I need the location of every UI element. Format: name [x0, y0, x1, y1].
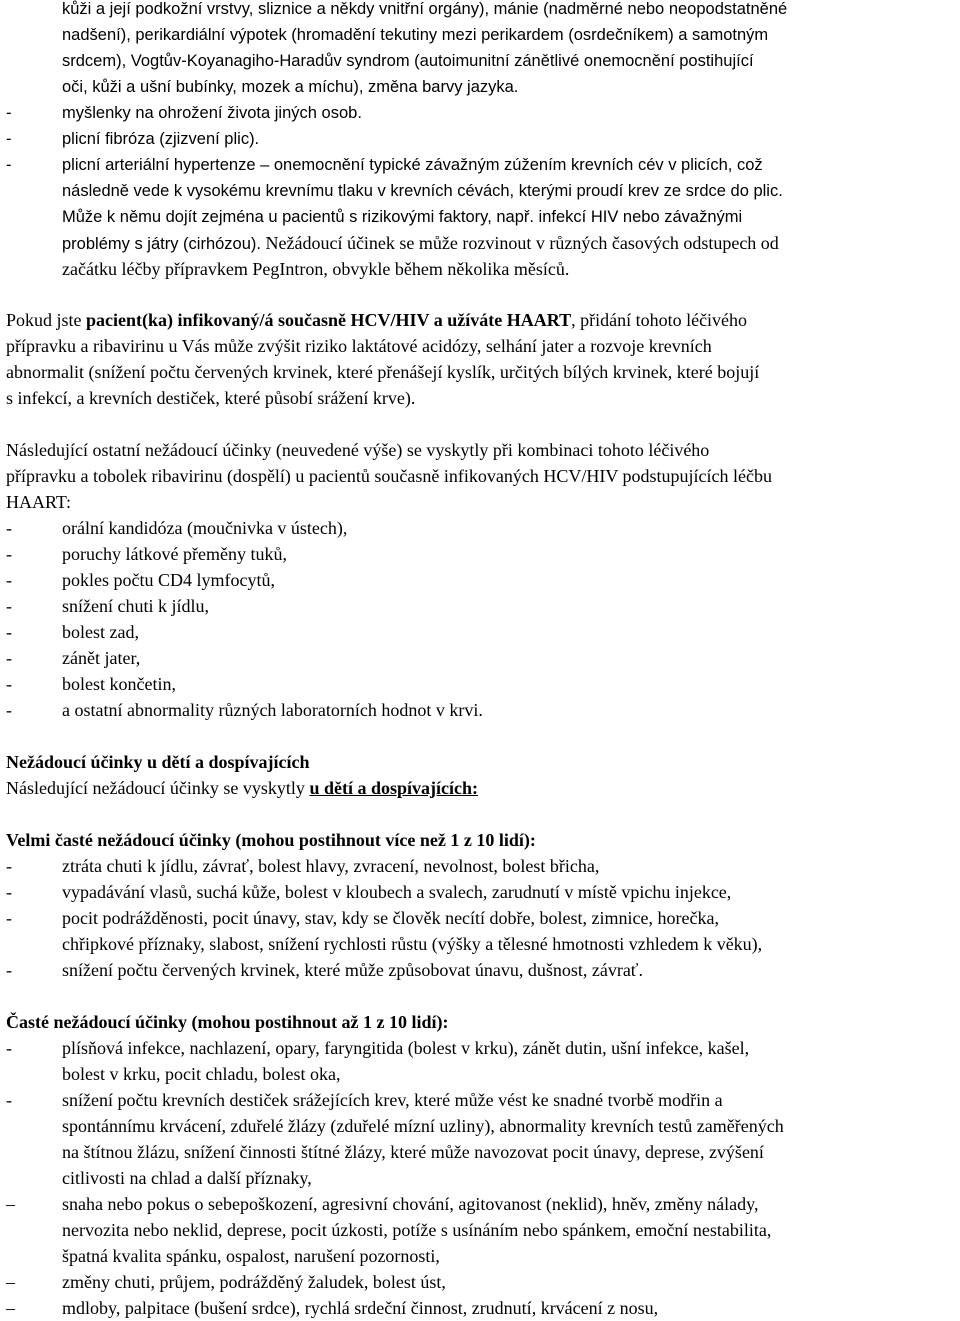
- paragraph-line: Následující ostatní nežádoucí účinky (neuvedené výše) se vyskytly při kombinaci tohoto léčivého: [6, 440, 710, 460]
- text-line: oči, kůži a ušní bubínky, mozek a míchu), změna barvy jazyka.: [62, 78, 519, 96]
- list-dash: -: [6, 648, 12, 668]
- list-dash: -: [6, 544, 12, 564]
- list-dash: -: [6, 960, 12, 980]
- list-dash: -: [6, 1090, 12, 1110]
- list-item-cont: chřipkové příznaky, slabost, snížení rychlosti růstu (výšky a tělesné hmotnosti vzhledem k věku),: [62, 934, 763, 954]
- section-heading: Velmi časté nežádoucí účinky (mohou postihnout více než 1 z 10 lidí):: [6, 830, 536, 850]
- list-item: zánět jater,: [62, 648, 141, 668]
- list-item-cont: špatná kvalita spánku, ospalost, narušení pozornosti,: [62, 1246, 440, 1266]
- list-dash: –: [6, 1298, 15, 1318]
- list-item: pocit podrážděnosti, pocit únavy, stav, kdy se člověk necítí dobře, bolest, zimnice, horečka,: [62, 908, 719, 928]
- list-item: snížení počtu červených krvinek, které může způsobovat únavu, dušnost, závrať.: [62, 960, 644, 980]
- list-dash: -: [6, 882, 12, 902]
- list-dash: -: [6, 908, 12, 928]
- text-line: srdcem), Vogtův-Koyanagiho-Haradův syndrom (autoimunitní zánětlivé onemocnění postihující: [62, 52, 754, 70]
- list-item: bolest končetin,: [62, 674, 176, 694]
- list-dash: -: [6, 130, 12, 148]
- list-item: plicní fibróza (zjizvení plic).: [62, 130, 260, 148]
- list-item: plísňová infekce, nachlazení, opary, faryngitida (bolest v krku), zánět dutin, ušní infekce, kašel,: [62, 1038, 750, 1058]
- list-item: ztráta chuti k jídlu, závrať, bolest hlavy, zvracení, nevolnost, bolest břicha,: [62, 856, 600, 876]
- paragraph-line: Následující nežádoucí účinky se vyskytly u dětí a dospívajících:: [6, 778, 478, 798]
- list-dash: –: [6, 1194, 15, 1214]
- list-item: snížení chuti k jídlu,: [62, 596, 209, 616]
- list-item: a ostatní abnormality různých laboratorních hodnot v krvi.: [62, 700, 483, 720]
- paragraph-line: Pokud jste pacient(ka) infikovaný/á současně HCV/HIV a užíváte HAART, přidání tohoto léčivého: [6, 310, 748, 330]
- paragraph-line: s infekcí, a krevních destiček, které působí srážení krve).: [6, 388, 416, 408]
- list-item-cont: Může k němu dojít zejména u pacientů s rizikovými faktory, např. infekcí HIV nebo závažnými: [62, 208, 743, 226]
- paragraph-line: HAART:: [6, 492, 72, 512]
- list-item: bolest zad,: [62, 622, 139, 642]
- list-item: změny chuti, průjem, podrážděný žaludek, bolest úst,: [62, 1272, 446, 1292]
- list-item-cont: nervozita nebo neklid, deprese, pocit úzkosti, potíže s usínáním nebo spánkem, emoční nestabilita,: [62, 1220, 772, 1240]
- list-dash: –: [6, 1272, 15, 1292]
- list-item-cont: na štítnou žlázu, snížení činnosti štítné žlázy, které může navozovat pocit únavy, deprese, zvýšení: [62, 1142, 764, 1162]
- section-heading: Nežádoucí účinky u dětí a dospívajících: [6, 752, 310, 772]
- list-item-cont: bolest v krku, pocit chladu, bolest oka,: [62, 1064, 341, 1084]
- section-heading: Časté nežádoucí účinky (mohou postihnout až 1 z 10 lidí):: [6, 1012, 449, 1032]
- text-line: kůži a její podkožní vrstvy, sliznice a někdy vnitřní orgány), mánie (nadměrné nebo neopodstatněné: [62, 0, 788, 18]
- list-item: myšlenky na ohrožení života jiných osob.: [62, 104, 362, 122]
- list-dash: -: [6, 1038, 12, 1058]
- list-item: mdloby, palpitace (bušení srdce), rychlá srdeční činnost, zrudnutí, krvácení z nosu,: [62, 1298, 659, 1318]
- list-item: orální kandidóza (moučnivka v ústech),: [62, 518, 348, 538]
- list-dash: -: [6, 856, 12, 876]
- list-item-cont: spontánnímu krvácení, zduřelé žlázy (zduřelé mízní uzliny), abnormality krevních testů zaměřených: [62, 1116, 784, 1136]
- list-item-cont: problémy s játry (cirhózou). Nežádoucí účinek se může rozvinout v různých časových odstupech od: [62, 233, 779, 253]
- list-dash: -: [6, 700, 12, 720]
- list-item: poruchy látkové přeměny tuků,: [62, 544, 287, 564]
- list-item: vypadávání vlasů, suchá kůže, bolest v kloubech a svalech, zarudnutí v místě vpichu injekce,: [62, 882, 732, 902]
- list-item-cont: citlivosti na chlad a další příznaky,: [62, 1168, 312, 1188]
- paragraph-line: abnormalit (snížení počtu červených krvinek, které přenášejí kyslík, určitých bílých krvinek, které bojují: [6, 362, 760, 382]
- list-item-cont: následně vede k vysokému krevnímu tlaku v krevních cévách, kterými proudí krev ze srdce do plic.: [62, 182, 783, 200]
- text-line: nadšení), perikardiální výpotek (hromadění tekutiny mezi perikardem (osrdečníkem) a samotným: [62, 26, 769, 44]
- list-item: plicní arteriální hypertenze – onemocnění typické závažným zúžením krevních cév v plicích, což: [62, 156, 763, 174]
- list-item-cont: začátku léčby přípravkem PegIntron, obvykle během několika měsíců.: [62, 259, 570, 279]
- list-dash: -: [6, 156, 12, 174]
- list-dash: -: [6, 104, 12, 122]
- list-item: snaha nebo pokus o sebepoškození, agresivní chování, agitovanost (neklid), hněv, změny nálady,: [62, 1194, 759, 1214]
- list-item: pokles počtu CD4 lymfocytů,: [62, 570, 275, 590]
- list-dash: -: [6, 674, 12, 694]
- list-item: snížení počtu krevních destiček srážejících krev, které může vést ke snadné tvorbě modřin a: [62, 1090, 723, 1110]
- paragraph-line: přípravku a tobolek ribavirinu (dospělí) u pacientů současně infikovaných HCV/HIV podstupujících léčbu: [6, 466, 772, 486]
- list-dash: -: [6, 596, 12, 616]
- list-dash: -: [6, 518, 12, 538]
- paragraph-line: přípravku a ribavirinu u Vás může zvýšit riziko laktátové acidózy, selhání jater a rozvoje krevních: [6, 336, 712, 356]
- list-dash: -: [6, 570, 12, 590]
- list-dash: -: [6, 622, 12, 642]
